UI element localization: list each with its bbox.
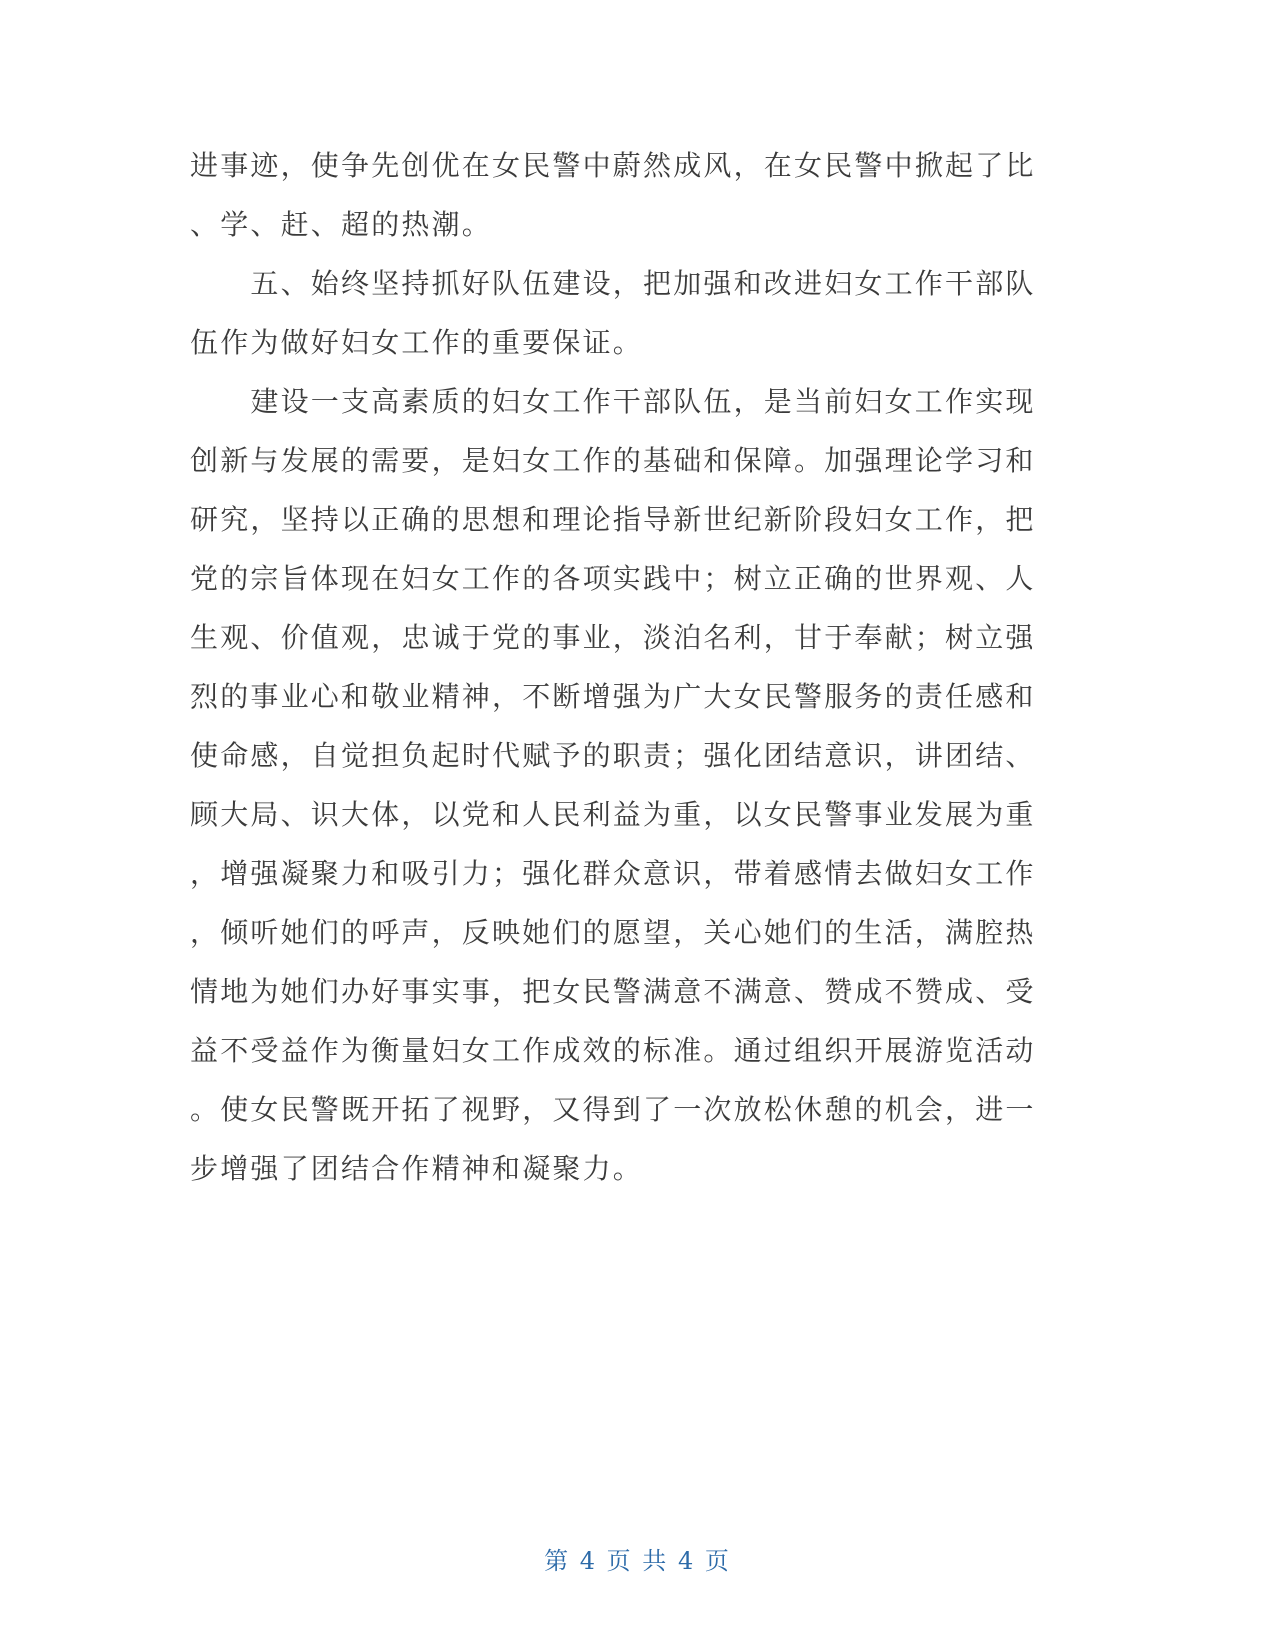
text-line-3: 五、始终坚持抓好队伍建设，把加强和改进妇女工作干部队 [190,267,1036,300]
text-line-18: 步增强了团结合作精神和凝聚力。 [190,1152,644,1185]
text-line-12: 顾大局、识大体，以党和人民利益为重，以女民警事业发展为重 [190,798,1036,831]
page-number-footer: 第 4 页 共 4 页 [544,1547,731,1575]
text-line-17: 。使女民警既开拓了视野，又得到了一次放松休憩的机会，进一 [190,1093,1036,1126]
text-line-2: 、学、赶、超的热潮。 [190,208,493,241]
text-line-4: 伍作为做好妇女工作的重要保证。 [190,326,644,359]
text-line-9: 生观、价值观，忠诚于党的事业，淡泊名利，甘于奉献；树立强 [190,621,1036,654]
text-line-16: 益不受益作为衡量妇女工作成效的标准。通过组织开展游览活动 [190,1034,1036,1067]
text-line-15: 情地为她们办好事实事，把女民警满意不满意、赞成不赞成、受 [190,975,1036,1008]
text-line-14: ，倾听她们的呼声，反映她们的愿望，关心她们的生活，满腔热 [190,916,1036,949]
text-line-8: 党的宗旨体现在妇女工作的各项实践中；树立正确的世界观、人 [190,562,1036,595]
text-line-1: 进事迹，使争先创优在女民警中蔚然成风，在女民警中掀起了比 [190,149,1036,182]
text-line-6: 创新与发展的需要，是妇女工作的基础和保障。加强理论学习和 [190,444,1036,477]
text-line-11: 使命感，自觉担负起时代赋予的职责；强化团结意识，讲团结、 [190,739,1036,772]
text-line-7: 研究，坚持以正确的思想和理论指导新世纪新阶段妇女工作，把 [190,503,1036,536]
text-line-5: 建设一支高素质的妇女工作干部队伍，是当前妇女工作实现 [190,385,1036,418]
text-line-13: ，增强凝聚力和吸引力；强化群众意识，带着感情去做妇女工作 [190,857,1036,890]
text-line-10: 烈的事业心和敬业精神，不断增强为广大女民警服务的责任感和 [190,680,1036,713]
